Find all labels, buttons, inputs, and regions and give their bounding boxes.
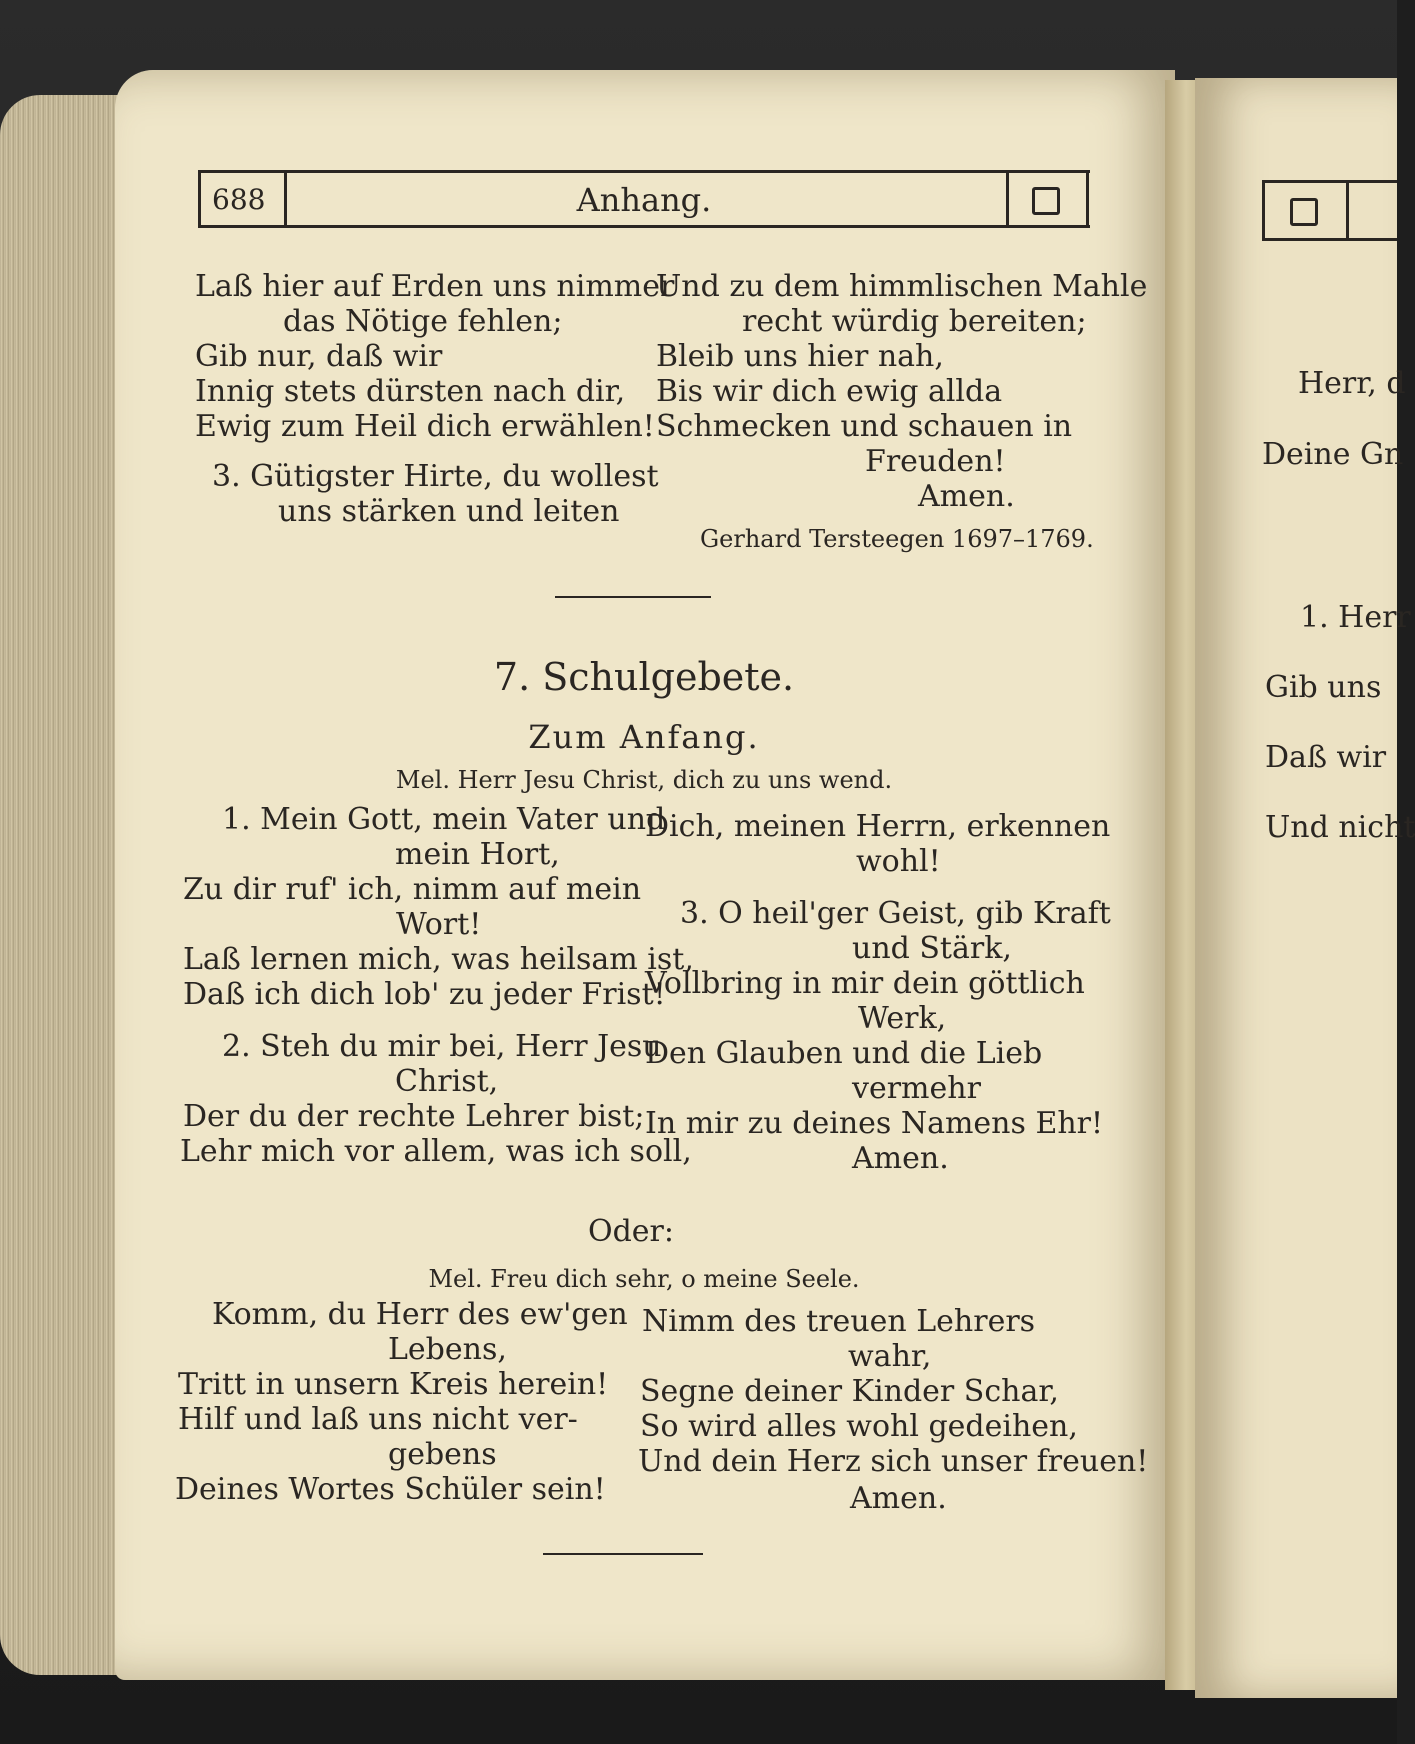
- verse-line: 2. Steh du mir bei, Herr Jesu: [222, 1029, 662, 1064]
- verse-line: vermehr: [852, 1071, 981, 1106]
- divider: [543, 1553, 703, 1555]
- verse-line: Komm, du Herr des ew'gen: [212, 1297, 628, 1332]
- verse-line: gebens: [388, 1437, 497, 1472]
- verse-line: Christ,: [395, 1064, 499, 1099]
- verse-line: Laß hier auf Erden uns nimmer: [195, 269, 675, 304]
- verse-line: Daß ich dich lob' zu jeder Frist!: [183, 977, 666, 1012]
- verse-line: Ewig zum Heil dich erwählen!: [195, 409, 655, 444]
- right-page: [1195, 78, 1397, 1698]
- right-page-fragment: Daß wir: [1265, 740, 1387, 775]
- verse-line: Bleib uns hier nah,: [656, 339, 944, 374]
- section-title: 7. Schulgebete.: [493, 655, 795, 699]
- section-subtitle: Zum Anfang.: [528, 718, 760, 756]
- right-page-fragment: 1. Herr: [1300, 600, 1411, 635]
- right-header-rule: [1346, 180, 1349, 241]
- verse-line: Der du der rechte Lehrer bist;: [183, 1099, 645, 1134]
- verse-line: Amen.: [850, 1481, 947, 1516]
- melody-line: Mel. Herr Jesu Christ, dich zu uns wend.: [395, 766, 893, 794]
- verse-line: Werk,: [858, 1001, 947, 1036]
- verse-line: Amen.: [918, 479, 1015, 514]
- verse-line: Den Glauben und die Lieb: [645, 1036, 1043, 1071]
- right-page-fragment: Herr, d: [1298, 366, 1406, 401]
- divider: [555, 596, 711, 598]
- verse-line: Lebens,: [388, 1332, 507, 1367]
- verse-line: Innig stets dürsten nach dir,: [195, 374, 626, 409]
- verse-line: 3. Gütigster Hirte, du wollest: [212, 459, 659, 494]
- right-header-rule: [1262, 238, 1397, 241]
- page-header: [198, 170, 1090, 228]
- verse-line: Vollbring in mir dein göttlich: [645, 966, 1085, 1001]
- verse-line: Tritt in unsern Kreis herein!: [178, 1367, 609, 1402]
- verse-line: So wird alles wohl gedeihen,: [640, 1409, 1078, 1444]
- page-number: 688: [212, 183, 266, 216]
- right-header-rule: [1262, 180, 1265, 241]
- author-credit: Gerhard Tersteegen 1697–1769.: [700, 525, 1094, 553]
- verse-line: und Stärk,: [852, 931, 1012, 966]
- box-ornament-icon: [1290, 198, 1318, 226]
- box-ornament-icon: [1032, 187, 1060, 215]
- verse-line: 1. Mein Gott, mein Vater und: [222, 802, 666, 837]
- verse-line: In mir zu deines Namens Ehr!: [645, 1106, 1104, 1141]
- verse-line: Deines Wortes Schüler sein!: [175, 1472, 606, 1507]
- right-header-rule: [1262, 180, 1397, 183]
- melody-line: Mel. Freu dich sehr, o meine Seele.: [428, 1265, 860, 1293]
- running-title: Anhang.: [576, 181, 712, 219]
- verse-line: Segne deiner Kinder Schar,: [640, 1374, 1059, 1409]
- right-page-fragment: Gib uns: [1265, 670, 1382, 705]
- verse-line: mein Hort,: [395, 837, 560, 872]
- verse-line: Amen.: [852, 1141, 949, 1176]
- verse-line: Laß lernen mich, was heilsam ist,: [183, 942, 694, 977]
- verse-line: recht würdig bereiten;: [742, 304, 1087, 339]
- right-page-fragment: Deine Gn: [1262, 437, 1404, 472]
- verse-line: wahr,: [848, 1339, 932, 1374]
- verse-line: das Nötige fehlen;: [283, 304, 563, 339]
- verse-line: wohl!: [856, 844, 941, 879]
- verse-line: Dich, meinen Herrn, erkennen: [645, 809, 1111, 844]
- verse-line: Und dein Herz sich unser freuen!: [638, 1444, 1149, 1479]
- verse-line: Zu dir ruf' ich, nimm auf mein: [183, 872, 642, 907]
- verse-line: Lehr mich vor allem, was ich soll,: [180, 1134, 692, 1169]
- verse-line: Bis wir dich ewig allda: [656, 374, 1003, 409]
- verse-line: Und zu dem himmlischen Mahle: [656, 269, 1148, 304]
- verse-line: Schmecken und schauen in: [656, 409, 1073, 444]
- oder-label: Oder:: [588, 1214, 675, 1249]
- verse-line: 3. O heil'ger Geist, gib Kraft: [680, 896, 1111, 931]
- right-page-fragment: Und nicht: [1265, 810, 1415, 845]
- verse-line: Freuden!: [865, 444, 1006, 479]
- verse-line: Wort!: [396, 907, 482, 942]
- verse-line: Gib nur, daß wir: [195, 339, 443, 374]
- verse-line: uns stärken und leiten: [278, 494, 620, 529]
- verse-line: Nimm des treuen Lehrers: [642, 1304, 1036, 1339]
- verse-line: Hilf und laß uns nicht ver-: [178, 1402, 578, 1437]
